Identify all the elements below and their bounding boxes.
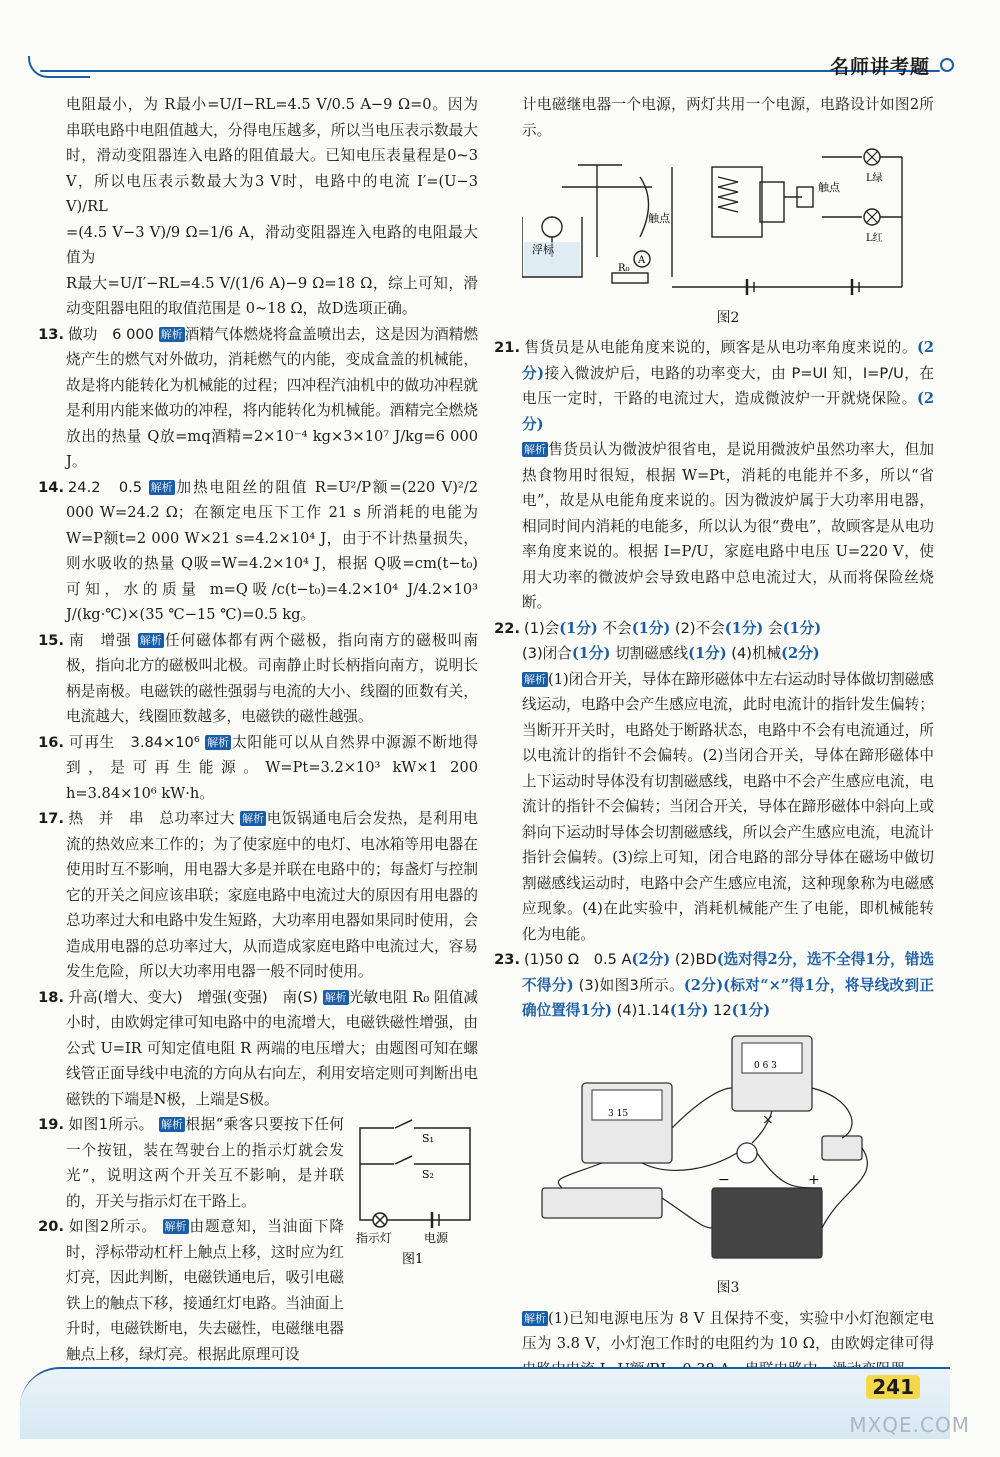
answer-explanation: 任何磁体都有两个磁极，指向南方的磁极叫南极，指向北方的磁极叫北极。司南静止时长柄指向南方，说明长柄是南极。电磁铁的磁性强弱与电流的大小、线圈的匝数有关，电流越大，线圈匝数越多，电磁铁的磁性越强。 xyxy=(66,631,478,725)
analysis-tag: 解析 xyxy=(524,443,546,456)
answer-number: 13. xyxy=(38,325,64,343)
left-para-3: R最大=U/I′−RL=4.5 V/(1/6 A)−9 Ω=18 Ω，综上可知，滑动变阻器电阻的取值范围是 0~18 Ω，故D选项正确。 xyxy=(66,274,478,317)
source-label: 电源 xyxy=(424,1231,449,1245)
answer-14 xyxy=(38,475,479,628)
q19-block xyxy=(38,1112,478,1367)
answer-key: 如图2所示。 xyxy=(68,1218,157,1235)
answer-explanation: 太阳能可以从自然界中源源不断地得到，是可再生能源。W=Pt=3.2×10³ kW×1 200 h=3.84×10⁶ kW·h。 xyxy=(66,733,478,802)
footer-band xyxy=(20,1367,950,1439)
score-note: (1分) xyxy=(631,619,671,637)
answer-key: 会 xyxy=(767,619,783,637)
analysis-tag: 解析 xyxy=(524,672,546,686)
analysis-tag: 解析 xyxy=(139,633,162,647)
figure-2-relay-circuit xyxy=(522,147,934,297)
answer-key: (1)会 xyxy=(524,619,560,637)
analysis-tag: 解析 xyxy=(150,480,173,494)
analysis-tag: 解析 xyxy=(242,812,265,825)
answer-explanation: 加热电阻丝的阻值 R=U²/P额=(220 V)²/2 000 W=24.2 Ω；在额定电压下工作 21 s 所消耗的电能为 W=P额t=2 000 W×21 s=4.2×10⁴ J，由于不计热量损失，则水吸收的热量 Q吸=W=4.2×10⁴ J，根据 Q吸=cm(t−t₀) 可知，水的质量 m=Q吸/c(t−t₀)=4.2×10⁴ J/4.2×10³ J/(kg·℃)×(35 ℃−15 ℃)=0.5 kg。 xyxy=(66,478,479,623)
battery-pack-icon xyxy=(712,1188,822,1258)
red-lamp-label: L红 xyxy=(866,233,883,244)
right-para-1: 计电磁继电器一个电源，两灯共用一个电源，电路设计如图2所示。 xyxy=(522,96,934,139)
answer-key: 升高(增大、变大) 增强(变强) 南(S) xyxy=(68,988,318,1006)
figure-3 xyxy=(522,1028,934,1302)
answer-explanation: 由题意知，当油面下降时，浮标带动杠杆上触点上移，这时应为红灯亮，因此判断，电磁铁通电后，吸引电磁铁上的触点下移，接通红灯电路。当油面上升时，电磁铁断电，失去磁性，电磁继电器触点上移，绿灯亮。根据此原理可设 xyxy=(66,1218,344,1363)
answer-15 xyxy=(38,628,478,730)
header-title: 名师讲考题 xyxy=(829,56,930,78)
analysis-tag: 解析 xyxy=(207,735,230,749)
score-note: (1分) xyxy=(669,1002,709,1019)
contact-label-1: 触点 xyxy=(648,212,670,225)
analysis-tag: 解析 xyxy=(524,1311,546,1325)
answer-number: 14. xyxy=(38,478,64,496)
answer-number: 22. xyxy=(494,619,520,637)
answer-explanation: 根据“乘客只要按下任何一个按钮，装在驾驶台上的指示灯就会发光”，说明这两个开关互不影响，是并联的，开关与指示灯在干路上。 xyxy=(66,1116,344,1210)
answer-key: 售货员是从电能角度来说的，顾客是从电功率角度来说的。 xyxy=(524,339,917,356)
score-note: (1分) xyxy=(688,645,727,662)
figure-3-circuit-photo xyxy=(522,1028,934,1268)
answer-key: (3)如图3所示。 xyxy=(578,976,684,994)
answer-key: 不会 xyxy=(602,619,632,637)
answer-13 xyxy=(38,322,478,475)
page-number: 241 xyxy=(866,1375,920,1399)
answer-key: 可再生 3.84×10⁶ xyxy=(68,733,200,751)
answer-19 xyxy=(38,1112,344,1214)
contact-label-2: 触点 xyxy=(818,181,840,194)
battery-plus: + xyxy=(808,1171,820,1188)
header-rule xyxy=(40,70,940,72)
answer-number: 18. xyxy=(38,988,64,1006)
answer-number: 20. xyxy=(38,1218,64,1235)
right-column xyxy=(494,92,935,1382)
figure-1-circuit xyxy=(350,1118,480,1268)
answer-20 xyxy=(38,1214,344,1367)
answer-key: 热 并 串 总功率过大 xyxy=(68,810,235,827)
score-note: (1分) xyxy=(724,619,764,637)
float-label: 浮标 xyxy=(532,243,554,256)
score-note: (1分) xyxy=(571,645,611,662)
ammeter-label: A xyxy=(638,255,646,266)
answer-explanation: 电饭锅通电后会发热，是利用电流的热效应来工作的；为了使家庭中的电灯、电冰箱等用电器在使用时互不影响，用电器大多是并联在电路中的；每盏灯与控制它的开关之间应该串联；家庭电路中电流过大的原因有用电器的总功率过大和电路中发生短路，大功率用电器如果同时使用，会造成用电器的总功率过大，从而造成家庭电路中电流过大，容易发生危险，所以大功率用电器一般不同时使用。 xyxy=(66,810,478,980)
score-note: (1分) xyxy=(731,1002,771,1019)
bulb-icon xyxy=(737,1143,757,1163)
score-note: (选对得2分，选不全得1分，错选不得分) xyxy=(522,951,935,994)
battery-minus: − xyxy=(718,1171,730,1188)
answer-explanation: 售货员认为微波炉很省电，是说用微波炉虽然功率大，但加热食物用时很短，根据 W=Pt，消耗的电能并不多，所以“省电”，故是从电能角度来说的。因为微波炉属于大功率用电器，相同时间内消耗的电能多，所以认为很“费电”，故顾客是从电功率角度来说的。根据 I=P/U，家庭电路中电压 U=220 V，使用大功率的微波炉会导致电路中总电流过大，从而将保险丝烧断。 xyxy=(522,441,934,611)
header-swoosh xyxy=(28,56,90,78)
answer-explanation: 酒精气体燃烧将盒盖喷出去，这是因为酒精燃烧产生的燃气对外做功，消耗燃气的内能，变成盒盖的机械能，故是将内能转化为机械能的过程；四冲程汽油机中的做功冲程就是利用内能来做功的冲程，将内能转化为机械能。酒精完全燃烧放出的热量 Q放=mq酒精=2×10⁻⁴ kg×3×10⁷ J/kg=6 000 J。 xyxy=(66,325,478,470)
watermark-text: MXQE.COM xyxy=(849,1413,970,1437)
answer-key: (3)闭合 xyxy=(522,645,572,662)
answer-key: (2)不会 xyxy=(674,619,725,637)
answer-key: 24.2 0.5 xyxy=(68,478,143,496)
ammeter-scale: 3 15 xyxy=(608,1108,629,1119)
answer-key: 切割磁感线 xyxy=(615,645,689,662)
analysis-tag: 解析 xyxy=(324,990,347,1004)
score-note: (2分) xyxy=(522,339,934,382)
header-circle-icon xyxy=(940,58,954,72)
analysis-tag: 解析 xyxy=(160,327,183,341)
answer-18 xyxy=(38,985,478,1113)
voltmeter-scale: 0 6 3 xyxy=(754,1060,777,1071)
answer-explanation: (1)已知电源电压为 8 V 且保持不变，实验中小灯泡额定电压为 3.8 V，小灯泡工作时的电阻约为 10 Ω，由欧姆定律可得 xyxy=(522,1309,934,1352)
figure-2 xyxy=(522,147,934,331)
answer-key: 接入微波炉后，电路的功率变大，由 P=UI 知，I=P/U，在电压一定时，干路的电流过大，造成微波炉一开就烧保险。 xyxy=(522,364,934,407)
answer-key: 12 xyxy=(713,1002,732,1019)
analysis-tag: 解析 xyxy=(160,1118,183,1131)
answer-key: (4)1.14 xyxy=(616,1002,670,1019)
answer-number: 15. xyxy=(38,631,64,649)
answer-16 xyxy=(38,730,478,807)
answer-number: 19. xyxy=(38,1116,64,1133)
left-column xyxy=(38,92,479,1367)
score-note: (2分) xyxy=(522,390,934,433)
answer-explanation: (1)闭合开关，导体在蹄形磁体中左右运动时导体做切割磁感线运动，电路中会产生感应电流，此时电流计的指针发生偏转；当断开开关时，电路处于断路状态，电路中不会有电流通过，所以电流计的指针不会偏转。(2)当闭合开关，导体在蹄形磁体中上下运动时导体没有切割磁感线，电路中不会产生感应电流，电流计的指针不会偏转；当闭合开关，导体在蹄形磁体中斜向上或斜向下运动时导体会切割磁感线，所以会产生感应电流，电流计指针会偏转。(3)综上可知，闭合电路的部分导体在磁场中做切割磁感线运动时，电路中会产生感应电流，这种现象称为电磁感应现象。(4)在此实验中，消耗机械能产生了电能，即机械能转化为电能。 xyxy=(522,670,934,943)
score-note: (2分) xyxy=(781,645,820,662)
answer-key: 如图1所示。 xyxy=(68,1116,154,1133)
r0-label: R₀ xyxy=(618,263,630,274)
figure-2-caption: 图2 xyxy=(716,309,740,326)
switch-s2-label: S₂ xyxy=(422,1168,434,1181)
score-note: (1分) xyxy=(782,619,822,637)
answer-key: (4)机械 xyxy=(731,645,782,662)
answer-22 xyxy=(494,616,934,948)
figure-3-caption: 图3 xyxy=(716,1280,740,1296)
answer-number: 17. xyxy=(38,810,64,827)
green-lamp-label: L绿 xyxy=(866,173,883,184)
answer-21 xyxy=(494,335,934,616)
answer-key: (1)50 Ω 0.5 A xyxy=(524,951,632,968)
left-para-2: =(4.5 V−3 V)/9 Ω=1/6 A，滑动变阻器连入电路的电阻最大值为 xyxy=(66,223,478,266)
answer-explanation: 光敏电阻 R₀ 阻值减小时，由欧姆定律可知电路中的电流增大，电磁铁磁性增强，由公式 U=IR 可知定值电阻 R 两端的电压增大；由题图可知在螺线管正面导线中电流的方向从右向左，利用安培定则可判断出电磁铁的下端是N极，上端是S极。 xyxy=(66,988,478,1108)
switch-icon xyxy=(822,1136,862,1160)
rheostat-icon xyxy=(542,1188,662,1218)
answer-number: 16. xyxy=(38,733,64,751)
figure-1-caption: 图1 xyxy=(402,1252,424,1267)
answer-key: 南 增强 xyxy=(68,631,132,649)
analysis-tag: 解析 xyxy=(164,1220,187,1233)
score-note: (1分) xyxy=(559,619,598,637)
score-note: (2分)(标对“×”得1分，将导线改到正确位置得1分) xyxy=(522,976,934,1019)
left-para-1: 电阻最小，为 R最小=U/I−RL=4.5 V/0.5 A−9 Ω=0。因为串联电路中电阻值越大，分得电压越多，所以当电压表示数最大时，滑动变阻器连入电路的阻值最大。已知电压表量程是0~3 V，所以电压表示数最大为3 V时，电路中的电流 I′=(U−3 V)/RL xyxy=(66,96,478,215)
cross-mark: × xyxy=(762,1111,774,1128)
score-note: (2分) xyxy=(631,951,671,968)
answer-number: 23. xyxy=(494,951,520,968)
answer-23 xyxy=(494,947,935,1024)
switch-s1-label: S₁ xyxy=(422,1132,434,1145)
answer-key: (2)BD xyxy=(674,951,717,968)
answer-17 xyxy=(38,806,478,985)
answer-number: 21. xyxy=(494,339,520,356)
lamp-label: 指示灯 xyxy=(356,1231,393,1245)
answer-key: 做功 6 000 xyxy=(68,325,154,343)
